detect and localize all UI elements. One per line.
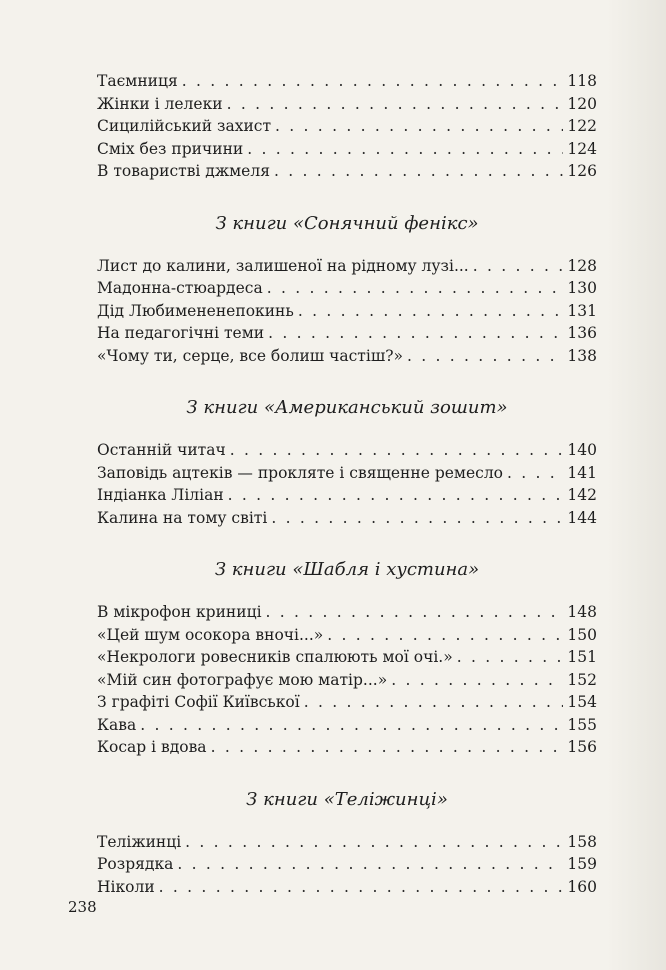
toc-entry-title: Жінки і лелеки (97, 94, 223, 113)
toc-entry-page: 152 (567, 670, 597, 689)
page-edge-shade (606, 0, 666, 970)
section-gap (97, 529, 597, 555)
toc-entry (97, 345, 597, 368)
section-gap (97, 759, 597, 785)
toc-entry-title: Кава (97, 715, 137, 734)
dot-leader (177, 853, 563, 876)
toc-entry-page: 154 (567, 693, 597, 711)
toc-entry-title: Дід Любимененепокинь (97, 301, 294, 320)
toc-entry (97, 277, 597, 300)
section-heading: З книги «Шабля і хустина» (214, 559, 480, 580)
toc-entry-page: 136 (567, 324, 597, 342)
toc-entry-page: 122 (567, 117, 597, 135)
toc-entry-page: 156 (567, 738, 597, 756)
section-gap (97, 183, 597, 209)
dot-leader (268, 322, 563, 345)
dot-leader (230, 439, 564, 462)
toc-entry (97, 160, 597, 183)
dot-leader (271, 507, 563, 530)
toc-entry-title: Таємниця (97, 72, 178, 90)
dot-leader (391, 669, 563, 692)
dot-leader (185, 831, 563, 854)
section-heading: З книги «Американський зошит» (186, 397, 508, 418)
dot-leader (266, 601, 564, 624)
dot-leader (457, 646, 564, 669)
toc-entry-page: 140 (567, 441, 597, 459)
section-gap (97, 585, 597, 601)
toc-entry-title: Сицилійський захист (97, 117, 272, 135)
toc-entry (97, 601, 597, 624)
dot-leader (159, 876, 564, 899)
toc-entry-page: 126 (567, 162, 597, 180)
toc-entry-page: 150 (567, 625, 597, 644)
toc-entry-title: Косар і вдова (97, 738, 207, 756)
toc-entry (97, 624, 597, 647)
toc-entry (97, 831, 597, 854)
toc-entry (97, 876, 597, 899)
toc-entry (97, 691, 597, 714)
toc-entry-title: Сміх без причини (97, 139, 244, 158)
toc-entry-title: Розрядка (97, 855, 174, 873)
toc-entry-title: «Чому ти, серце, все болиш частіш?» (97, 346, 404, 365)
toc-entry-page: 148 (567, 603, 597, 621)
toc-entry-title: Індіанка Ліліан (97, 486, 224, 504)
toc-entry-title: Мадонна-стюардеса (97, 279, 263, 297)
toc-entry (97, 714, 597, 737)
toc-entry-page: 158 (567, 832, 597, 851)
toc-entry (97, 439, 597, 462)
section-heading: З книги «Сонячний фенікс» (215, 212, 479, 234)
toc-entry (97, 669, 597, 692)
section-heading: З книги «Теліжинці» (246, 788, 448, 810)
dot-leader (247, 138, 563, 161)
table-of-contents (97, 70, 597, 898)
toc-entry-page: 131 (567, 301, 597, 320)
toc-entry-title: На педагогічні теми (97, 324, 265, 342)
toc-entry (97, 736, 597, 759)
toc-entry-title: Теліжинці (97, 832, 182, 851)
toc-entry-title: В товаристві джмеля (97, 162, 270, 180)
toc-entry-page: 159 (567, 855, 597, 873)
toc-entry-page: 128 (567, 256, 597, 275)
toc-entry-title: Калина на тому світі (97, 508, 268, 527)
toc-entry (97, 115, 597, 138)
toc-entry-title: Ніколи (97, 877, 155, 896)
dot-leader (304, 691, 564, 714)
toc-entry (97, 70, 597, 93)
section-gap (97, 815, 597, 831)
toc-entry-title: «Мій син фотографує мою матір...» (97, 670, 388, 689)
toc-entry-title: «Некрологи ровесників спалюють мої очі.» (97, 648, 453, 666)
dot-leader (227, 93, 564, 116)
toc-entry (97, 322, 597, 345)
toc-entry (97, 462, 597, 485)
toc-entry-title: З графіті Софії Київської (97, 693, 300, 711)
toc-entry-title: Лист до калини, залишеної на рідному лузі... (97, 256, 469, 275)
dot-leader (473, 255, 564, 278)
toc-entry (97, 255, 597, 278)
dot-leader (275, 115, 563, 138)
toc-entry-page: 144 (567, 508, 597, 527)
toc-entry (97, 93, 597, 116)
toc-entry (97, 853, 597, 876)
toc-entry-page: 142 (567, 486, 597, 504)
toc-entry (97, 484, 597, 507)
section-gap (97, 239, 597, 255)
dot-leader (507, 462, 563, 485)
dot-leader (140, 714, 563, 737)
dot-leader (211, 736, 564, 759)
dot-leader (327, 624, 563, 647)
toc-entry (97, 138, 597, 161)
toc-entry-page: 120 (567, 94, 597, 113)
toc-entry-title: «Цей шум осокора вночі...» (97, 625, 324, 644)
section-gap (97, 367, 597, 393)
toc-entry-page: 141 (567, 463, 597, 482)
toc-entry-page: 155 (567, 715, 597, 734)
dot-leader (182, 70, 564, 93)
toc-entry (97, 507, 597, 530)
toc-entry-page: 130 (567, 279, 597, 297)
toc-entry-title: В мікрофон криниці (97, 603, 262, 621)
toc-entry-title: Останній читач (97, 441, 226, 459)
dot-leader (274, 160, 563, 183)
dot-leader (267, 277, 564, 300)
toc-entry (97, 300, 597, 323)
page-number: 238 (68, 898, 97, 916)
toc-entry (97, 646, 597, 669)
section-gap (97, 423, 597, 439)
toc-entry-page: 160 (567, 877, 597, 896)
dot-leader (407, 345, 563, 368)
dot-leader (298, 300, 564, 323)
toc-entry-page: 138 (567, 346, 597, 365)
toc-entry-page: 118 (567, 72, 597, 90)
dot-leader (228, 484, 564, 507)
toc-entry-page: 124 (567, 139, 597, 158)
toc-entry-page: 151 (567, 648, 597, 666)
toc-entry-title: Заповідь ацтеків — прокляте і священне ремесло (97, 463, 504, 482)
